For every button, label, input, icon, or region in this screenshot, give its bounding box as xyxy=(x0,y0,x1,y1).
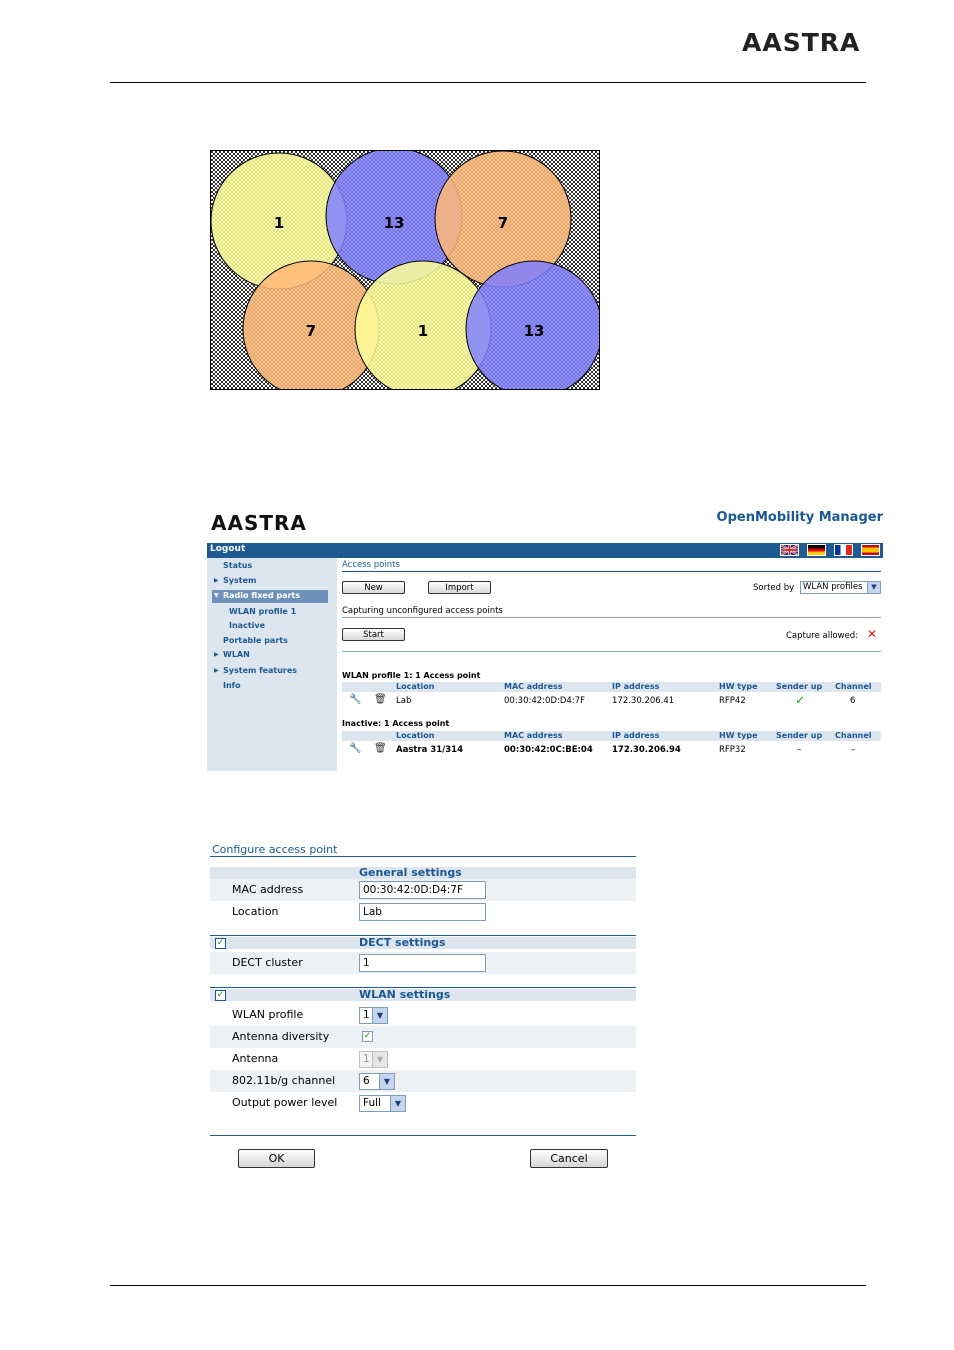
english-flag-icon[interactable] xyxy=(780,544,799,556)
nav-info[interactable]: Info xyxy=(223,681,241,690)
channel-label-5: 1 xyxy=(417,322,429,340)
dect-cluster-field[interactable]: 1 xyxy=(359,954,486,972)
main-panel xyxy=(342,558,883,771)
expand-arrow-icon: ▶ xyxy=(214,577,219,584)
start-button[interactable]: Start xyxy=(342,628,405,641)
nav-wlan[interactable]: WLAN xyxy=(223,650,250,659)
col-hw[interactable]: HW type xyxy=(719,682,758,691)
nav-system[interactable]: System xyxy=(223,576,257,585)
french-flag-icon[interactable] xyxy=(834,544,853,556)
channel-value: 6 xyxy=(363,1075,370,1087)
dect-cluster-label: DECT cluster xyxy=(232,956,303,969)
expand-arrow-icon: ▶ xyxy=(214,651,219,658)
cell-mac: 00:30:42:0C:BE:04 xyxy=(504,745,593,755)
cell-location: Lab xyxy=(396,696,412,706)
channel-coverage-diagram xyxy=(210,150,600,390)
wlan-profile-select[interactable] xyxy=(359,1007,388,1024)
dect-settings-header xyxy=(210,937,636,949)
cell-hw: RFP42 xyxy=(719,696,746,706)
collapse-arrow-icon: ▼ xyxy=(214,592,219,599)
chevron-down-icon[interactable]: ▼ xyxy=(867,582,880,593)
sender-up-check-icon: ✓ xyxy=(795,693,806,707)
chevron-down-icon[interactable]: ▼ xyxy=(379,1074,394,1089)
header-rule xyxy=(110,82,866,83)
table-row xyxy=(342,743,881,757)
cell-mac: 00:30:42:0D:D4:7F xyxy=(504,696,585,706)
channel-label-6: 13 xyxy=(523,322,545,340)
col-location[interactable]: Location xyxy=(396,682,435,691)
table-header xyxy=(342,682,881,692)
nav-status[interactable]: Status xyxy=(223,561,253,570)
chevron-down-icon[interactable]: ▼ xyxy=(390,1096,405,1111)
antenna-value: 1 xyxy=(363,1053,370,1065)
sorted-by-label: Sorted by xyxy=(753,583,795,593)
group-title-inactive: Inactive: 1 Access point xyxy=(342,719,450,728)
sidebar xyxy=(207,558,337,771)
channel-row xyxy=(210,1070,636,1092)
channel-label-2: 13 xyxy=(383,214,405,232)
cell-channel: 6 xyxy=(850,696,856,706)
app-title: OpenMobility Manager xyxy=(716,510,883,525)
antenna-diversity-checkbox[interactable]: ✓ xyxy=(363,1031,372,1041)
mac-address-field[interactable]: 00:30:42:0D:D4:7F xyxy=(359,881,486,899)
section-title: Access points xyxy=(342,560,400,570)
mac-address-row xyxy=(210,879,636,901)
table-row xyxy=(342,694,881,708)
antenna-diversity-label: Antenna diversity xyxy=(232,1030,330,1043)
output-power-label: Output power level xyxy=(232,1096,338,1109)
cell-ip: 172.30.206.41 xyxy=(612,696,675,706)
table-header xyxy=(342,731,881,741)
capture-allowed-label: Capture allowed: xyxy=(786,631,859,641)
edit-wrench-icon[interactable]: 🔧 xyxy=(349,694,362,705)
output-power-value: Full xyxy=(363,1097,381,1109)
cell-sender-up: – xyxy=(797,745,802,755)
footer-rule xyxy=(110,1285,866,1286)
logout-link[interactable]: Logout xyxy=(210,544,246,554)
col-hw[interactable]: HW type xyxy=(719,731,758,740)
expand-arrow-icon: ▶ xyxy=(214,667,219,674)
col-channel[interactable]: Channel xyxy=(835,682,872,691)
col-channel[interactable]: Channel xyxy=(835,731,872,740)
spanish-flag-icon[interactable] xyxy=(861,544,880,556)
cell-ip: 172.30.206.94 xyxy=(612,745,681,755)
location-field[interactable]: Lab xyxy=(359,903,486,921)
col-ip[interactable]: IP address xyxy=(612,682,660,691)
chevron-down-icon: ▼ xyxy=(372,1052,387,1067)
configure-access-point-form xyxy=(210,840,636,1170)
output-power-select[interactable] xyxy=(359,1095,406,1112)
delete-trash-icon[interactable]: 🗑 xyxy=(374,694,387,705)
col-ip[interactable]: IP address xyxy=(612,731,660,740)
top-bar xyxy=(207,543,883,558)
channel-select[interactable] xyxy=(359,1073,395,1090)
channel-label-1: 1 xyxy=(273,214,285,232)
nav-wlan-profile-1[interactable]: WLAN profile 1 xyxy=(229,607,297,616)
channel-label-3: 7 xyxy=(497,214,509,232)
general-settings-header xyxy=(210,867,636,879)
ok-button[interactable]: OK xyxy=(238,1149,315,1168)
chevron-down-icon[interactable]: ▼ xyxy=(372,1008,387,1023)
title-rule xyxy=(210,856,636,857)
section-rule xyxy=(342,571,881,572)
nav-system-features[interactable]: System features xyxy=(223,666,298,675)
wlan-profile-label: WLAN profile xyxy=(232,1008,304,1021)
dect-cluster-row xyxy=(210,952,636,974)
delete-trash-icon[interactable]: 🗑 xyxy=(374,743,387,754)
form-title: Configure access point xyxy=(212,843,338,856)
cell-hw: RFP32 xyxy=(719,745,746,755)
antenna-label: Antenna xyxy=(232,1052,279,1065)
general-settings-label: General settings xyxy=(359,866,462,879)
cell-channel: – xyxy=(851,745,856,755)
group-title-wlan-profile: WLAN profile 1: 1 Access point xyxy=(342,671,481,680)
sorted-by-value: WLAN profiles xyxy=(803,582,863,592)
coverage-svg xyxy=(211,151,600,390)
nav-radio-fixed-parts[interactable]: Radio fixed parts xyxy=(223,591,300,600)
sorted-by-select[interactable] xyxy=(800,581,881,594)
col-sender-up[interactable]: Sender up xyxy=(776,682,823,691)
location-label: Location xyxy=(232,905,279,918)
nav-inactive[interactable]: Inactive xyxy=(229,621,266,630)
col-mac[interactable]: MAC address xyxy=(504,682,563,691)
dect-settings-label: DECT settings xyxy=(359,936,446,949)
wlan-settings-label: WLAN settings xyxy=(359,988,451,1001)
antenna-row xyxy=(210,1048,636,1070)
german-flag-icon[interactable] xyxy=(807,544,826,556)
antenna-diversity-row xyxy=(210,1026,636,1048)
location-row xyxy=(210,901,636,923)
cancel-button[interactable]: Cancel xyxy=(530,1149,608,1168)
wlan-profile-row xyxy=(210,1004,636,1026)
mac-address-label: MAC address xyxy=(232,883,304,896)
edit-wrench-icon[interactable]: 🔧 xyxy=(349,743,362,754)
output-power-row xyxy=(210,1092,636,1114)
channel-label-4: 7 xyxy=(305,322,317,340)
col-mac[interactable]: MAC address xyxy=(504,731,563,740)
omm-brand-logo: AASTRA xyxy=(211,511,307,535)
form-bottom-rule xyxy=(210,1135,636,1136)
new-button[interactable]: New xyxy=(342,581,405,594)
cell-location: Aastra 31/314 xyxy=(396,745,463,755)
nav-portable-parts[interactable]: Portable parts xyxy=(223,636,288,645)
wlan-profile-value: 1 xyxy=(363,1009,370,1021)
wlan-settings-checkbox[interactable]: ✓ xyxy=(216,990,225,1000)
channel-label: 802.11b/g channel xyxy=(232,1074,336,1087)
dect-settings-checkbox[interactable]: ✓ xyxy=(216,938,225,948)
import-button[interactable]: Import xyxy=(428,581,491,594)
capture-denied-icon: ✕ xyxy=(867,627,878,641)
capture-rule-bottom xyxy=(342,651,881,652)
omm-access-points-screen xyxy=(207,505,883,771)
col-sender-up[interactable]: Sender up xyxy=(776,731,823,740)
capture-title: Capturing unconfigured access points xyxy=(342,606,503,616)
aastra-logo: AASTRA xyxy=(742,28,861,57)
antenna-select[interactable] xyxy=(359,1051,388,1068)
capture-rule xyxy=(342,617,881,618)
wlan-settings-header xyxy=(210,989,636,1001)
col-location[interactable]: Location xyxy=(396,731,435,740)
